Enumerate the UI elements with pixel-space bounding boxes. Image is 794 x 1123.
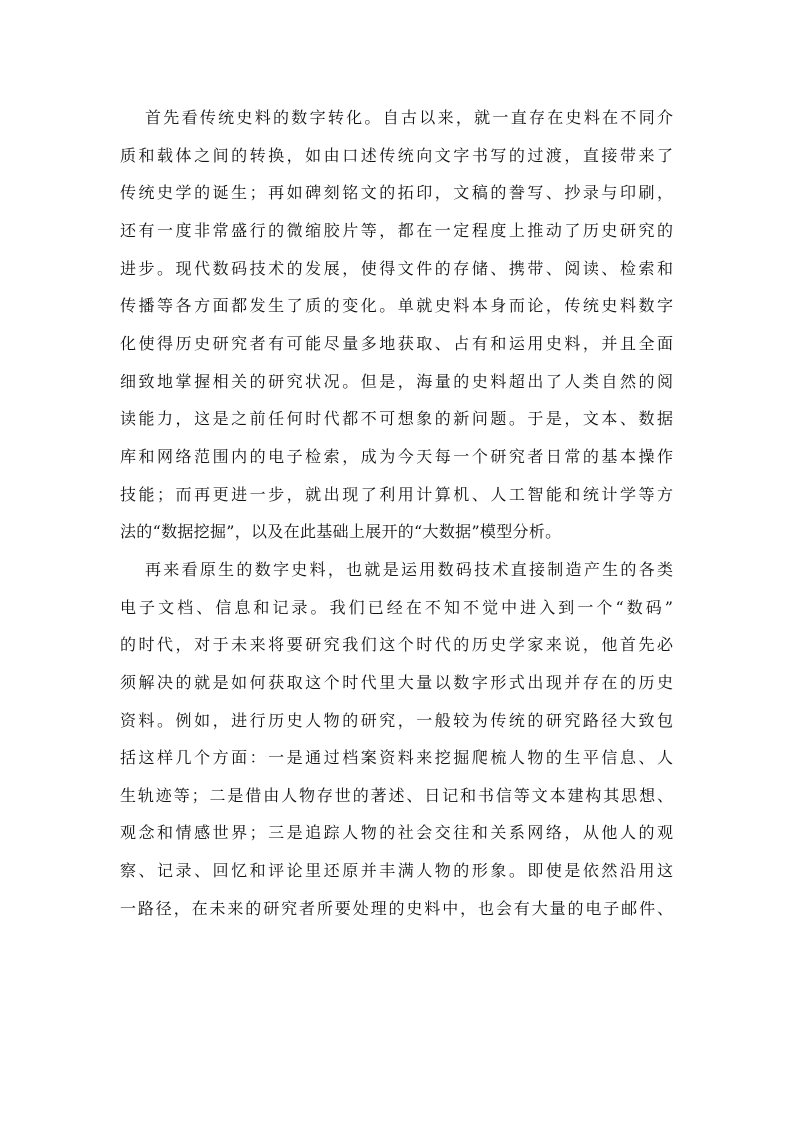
text-line: 生轨迹等；二是借由人物存世的著述、日记和书信等文本建构其思想、 — [120, 785, 674, 805]
text-line: 进步。现代数码技术的发展，使得文件的存储、携带、阅读、检索和 — [120, 258, 674, 278]
text-line: 观念和情感世界；三是追踪人物的社会交往和关系网络，从他人的观 — [120, 823, 674, 843]
text-line: 细致地掌握相关的研究状况。但是，海量的史料超出了人类自然的阅 — [120, 371, 674, 391]
text-line: 括这样几个方面：一是通过档案资料来挖掘爬梳人物的生平信息、人 — [120, 748, 674, 768]
text-line: 技能；而再更进一步，就出现了利用计算机、人工智能和统计学等方 — [120, 484, 674, 504]
text-line: 还有一度非常盛行的微缩胶片等，都在一定程度上推动了历史研究的 — [120, 220, 674, 240]
document-body — [120, 99, 674, 927]
text-line: 须解决的就是如何获取这个时代里大量以数字形式出现并存在的历史 — [120, 672, 674, 692]
text-line: 电子文档、信息和记录。我们已经在不知不觉中进入到一个“数码” — [120, 597, 674, 617]
text-line: 法的“数据挖掘”，以及在此基础上展开的“大数据”模型分析。 — [120, 522, 562, 542]
text-line: 读能力，这是之前任何时代都不可想象的新问题。于是，文本、数据 — [120, 409, 674, 429]
text-line: 首先看传统史料的数字转化。自古以来，就一直存在史料在不同介 — [145, 108, 674, 127]
text-line: 一路径，在未来的研究者所要处理的史料中，也会有大量的电子邮件、 — [120, 898, 674, 918]
text-line: 传统史学的诞生；再如碑刻铭文的拓印，文稿的誊写、抄录与印刷， — [120, 183, 674, 203]
text-line: 再来看原生的数字史料，也就是运用数码技术直接制造产生的各类 — [145, 559, 674, 579]
text-line: 察、记录、回忆和评论里还原并丰满人物的形象。即使是依然沿用这 — [120, 861, 674, 881]
paragraph-born-digital — [120, 551, 674, 928]
paragraph-digitization — [120, 99, 674, 551]
text-line: 化使得历史研究者有可能尽量多地获取、占有和运用史料，并且全面 — [120, 333, 674, 353]
text-line: 库和网络范围内的电子检索，成为今天每一个研究者日常的基本操作 — [120, 446, 674, 466]
text-line: 资料。例如，进行历史人物的研究，一般较为传统的研究路径大致包 — [120, 710, 674, 730]
text-line: 的时代，对于未来将要研究我们这个时代的历史学家来说，他首先必 — [120, 635, 674, 655]
text-line: 质和载体之间的转换，如由口述传统向文字书写的过渡，直接带来了 — [120, 145, 674, 165]
text-line: 传播等各方面都发生了质的变化。单就史料本身而论，传统史料数字 — [120, 296, 674, 316]
